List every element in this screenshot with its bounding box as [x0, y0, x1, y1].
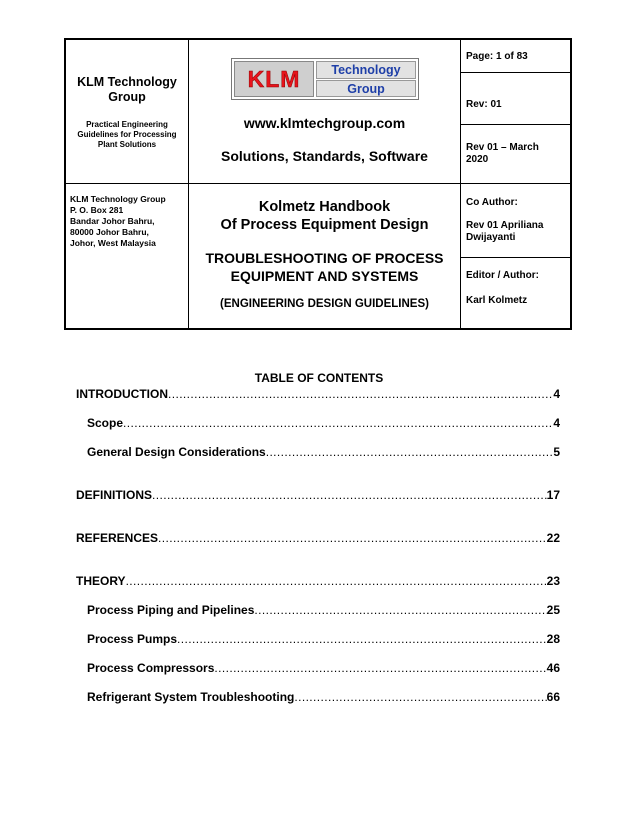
toc-entry-compressors[interactable]: Process Compressors ..... 46 [87, 661, 560, 677]
toc-title: TABLE OF CONTENTS [254, 371, 384, 385]
document-title: TROUBLESHOOTING OF PROCESS EQUIPMENT AND SYSTEMS [205, 250, 444, 284]
editor-name: Karl Kolmetz [466, 295, 528, 306]
revision-date: Rev 01 – March 2020 [466, 142, 539, 165]
logo-cell [188, 40, 460, 183]
toc-entry-scope[interactable]: Scope ..... 4 [87, 416, 560, 432]
tagline: Solutions, Standards, Software [221, 148, 428, 164]
co-author-label: Co Author: [466, 197, 518, 208]
revision-number: Rev: 01 [466, 99, 502, 110]
toc-entry-refrigerant[interactable]: Refrigerant System Troubleshooting ..... 66 [87, 690, 560, 706]
company-cell [66, 40, 188, 183]
revision-cell [460, 40, 570, 183]
company-subtitle: Practical Engineering Guidelines for Processing Plant Solutions [77, 120, 177, 149]
logo-mark: KLM [247, 65, 301, 92]
klm-logo [231, 58, 419, 100]
toc-entry-piping[interactable]: Process Piping and Pipelines ..... 25 [87, 603, 560, 619]
company-name: KLM Technology Group [77, 75, 177, 104]
author-cell [460, 183, 570, 330]
page-number: Page: 1 of 83 [466, 51, 528, 62]
toc-entry-theory[interactable]: THEORY ..... 23 [76, 574, 560, 590]
editor-label: Editor / Author: [466, 270, 539, 281]
co-author-name: Rev 01 Apriliana Dwijayanti [466, 220, 544, 243]
document-header-table [64, 38, 572, 330]
website-link[interactable]: www.klmtechgroup.com [243, 115, 406, 131]
logo-group: Group [347, 81, 385, 96]
toc-entry-introduction[interactable]: INTRODUCTION ..... 4 [76, 387, 560, 403]
logo-technology: Technology [331, 63, 401, 77]
title-cell [188, 183, 460, 330]
toc-entry-pumps[interactable]: Process Pumps ..... 28 [87, 632, 560, 648]
toc-entry-definitions[interactable]: DEFINITIONS ..... 17 [76, 488, 560, 504]
toc-entry-references[interactable]: REFERENCES ..... 22 [76, 531, 560, 547]
toc-entry-general-design[interactable]: General Design Considerations ..... 5 [87, 445, 560, 461]
document-subtitle: (ENGINEERING DESIGN GUIDELINES) [220, 298, 429, 310]
address-cell [66, 183, 188, 330]
company-address: KLM Technology Group P. O. Box 281 Bandar Johor Bahru, 80000 Johor Bahru, Johor, West Malaysia [70, 194, 166, 248]
handbook-title: Kolmetz Handbook Of Process Equipment Design [220, 199, 429, 233]
